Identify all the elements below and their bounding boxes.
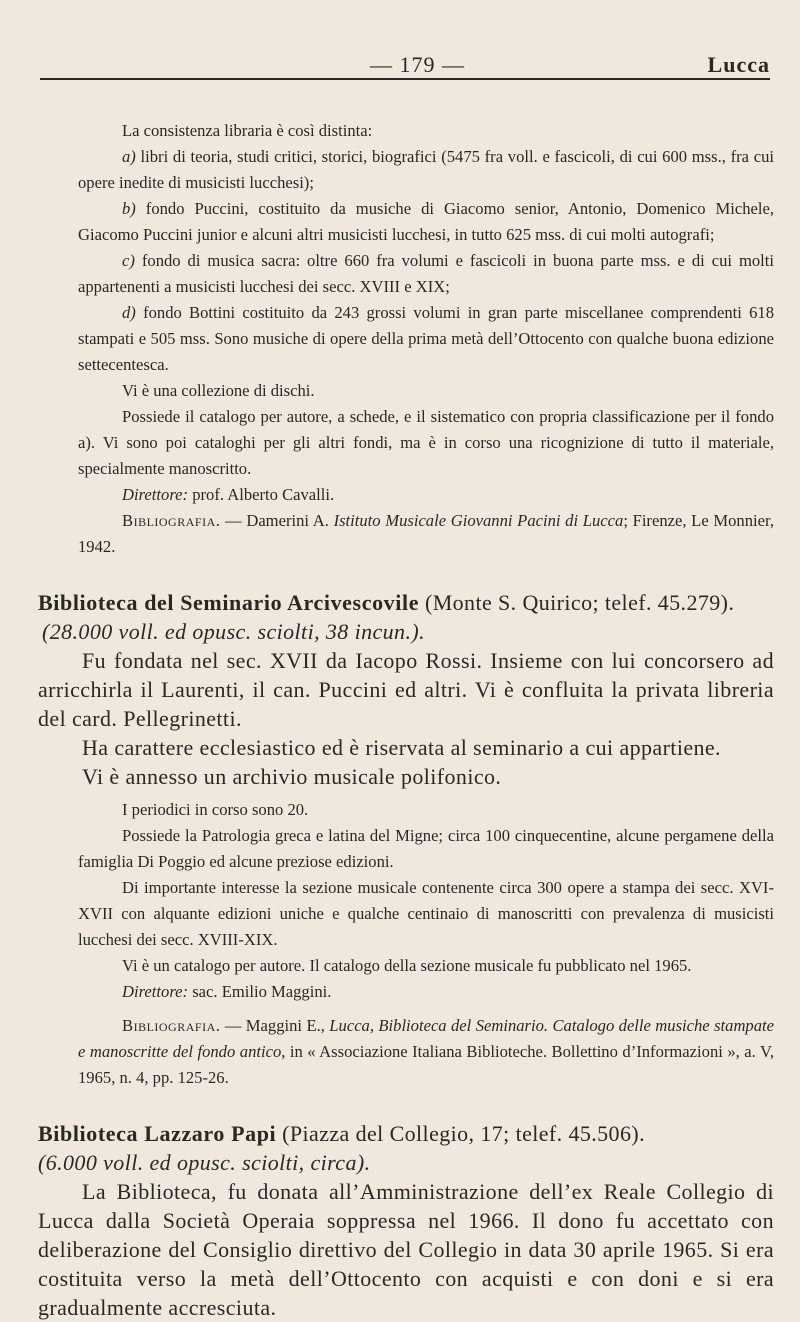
list-item-d: d) fondo Bottini costituito da 243 grossi volumi in gran parte miscellanee comprendenti 618 stampati e 505 mss. Sono musiche di opere della prima metà dell’Ottocento con qualche buona edizione settecentesca. [78,303,774,374]
intro-paragraph: La consistenza libraria è così distinta: [122,121,373,140]
direttore-line: Direttore: prof. Alberto Cavalli. [122,485,335,504]
seminario-paragraph-2: Ha carattere ecclesiastico ed è riservata al seminario a cui appartiene. [82,735,721,760]
seminario-bibliography: Bibliografia. — Maggini E., Lucca, Biblioteca del Seminario. Catalogo delle musiche stampate e manoscritte del fondo antico, in « Associazione Italiana Biblioteche. Bollettino d’Informazioni », a. V, 1965, n. 4, pp. 125-26. [78,1016,775,1087]
page-body [38,118,775,1322]
list-item-c: c) fondo di musica sacra: oltre 660 fra volumi e fascicoli in buona parte mss. e di cui molti appartenenti a musicisti lucchesi dei secc. XVIII e XIX; [78,251,774,296]
seminario-paragraph-1: Fu fondata nel sec. XVII da Iacopo Rossi. Insieme con lui concorsero ad arricchirla il Laurenti, il can. Puccini ed altri. Vi è confluita la privata libreria del card. Pellegrinetti. [38,648,774,731]
page-header [40,52,770,80]
list-item-b: b) fondo Puccini, costituito da musiche di Giacomo senior, Antonio, Domenico Michele, Giacomo Puccini junior e alcuni altri musicisti lucchesi, in tutto 625 mss. di cui molti autografi; [78,199,774,244]
seminario-catalogo: Vi è un catalogo per autore. Il catalogo della sezione musicale fu pubblicato nel 1965. [122,956,692,975]
papi-holdings: (6.000 voll. ed opusc. sciolti, circa). [38,1150,371,1175]
seminario-holdings: (28.000 voll. ed opusc. sciolti, 38 incun.). [42,619,425,644]
seminario-paragraph-3: Vi è annesso un archivio musicale polifonico. [82,764,502,789]
seminario-direttore: Direttore: sac. Emilio Maggini. [122,982,332,1001]
papi-paragraph-1: La Biblioteca, fu donata all’Amministrazione dell’ex Reale Collegio di Lucca dalla Società Operaia soppressa nel 1966. Il dono fu accettato con deliberazione del Consiglio direttivo del Collegio in data 30 aprile 1965. Si era costituita verso la metà dell’Ottocento con acquisti e con doni e si era gradualmente accresciuta. [38,1179,774,1320]
list-item-a: a) libri di teoria, studi critici, storici, biografici (5475 fra voll. e fascicoli, di cui 600 mss., fra cui opere inedite di musicisti lucchesi); [78,147,774,192]
page-number: — 179 — [370,52,465,77]
bibliography-entry: Bibliografia. — Damerini A. Istituto Musicale Giovanni Pacini di Lucca; Firenze, Le Monnier, 1942. [78,511,774,556]
papi-heading: Biblioteca Lazzaro Papi (Piazza del Collegio, 17; telef. 45.506). [38,1121,645,1146]
seminario-possiede: Possiede la Patrologia greca e latina del Migne; circa 100 cinquecentine, alcune pergamene della famiglia Di Poggio ed alcune preziose edizioni. [78,826,774,871]
catalogo-paragraph: Possiede il catalogo per autore, a schede, e il sistematico con propria classificazione per il fondo a). Vi sono poi cataloghi per gli altri fondi, ma è in corso una ricognizione di tutto il materiale, specialmente manoscritto. [78,407,774,478]
dischi-paragraph: Vi è una collezione di dischi. [122,381,315,400]
seminario-heading: Biblioteca del Seminario Arcivescovile (Monte S. Quirico; telef. 45.279). [38,590,735,615]
seminario-sezione-musicale: Di importante interesse la sezione musicale contenente circa 300 opere a stampa dei secc. XVI-XVII con alquante edizioni uniche e qualche centinaio di manoscritti con prevalenza di musicisti lucchesi dei secc. XVIII-XIX. [78,878,774,949]
running-head: Lucca [707,52,770,77]
seminario-periodici: I periodici in corso sono 20. [122,800,309,819]
